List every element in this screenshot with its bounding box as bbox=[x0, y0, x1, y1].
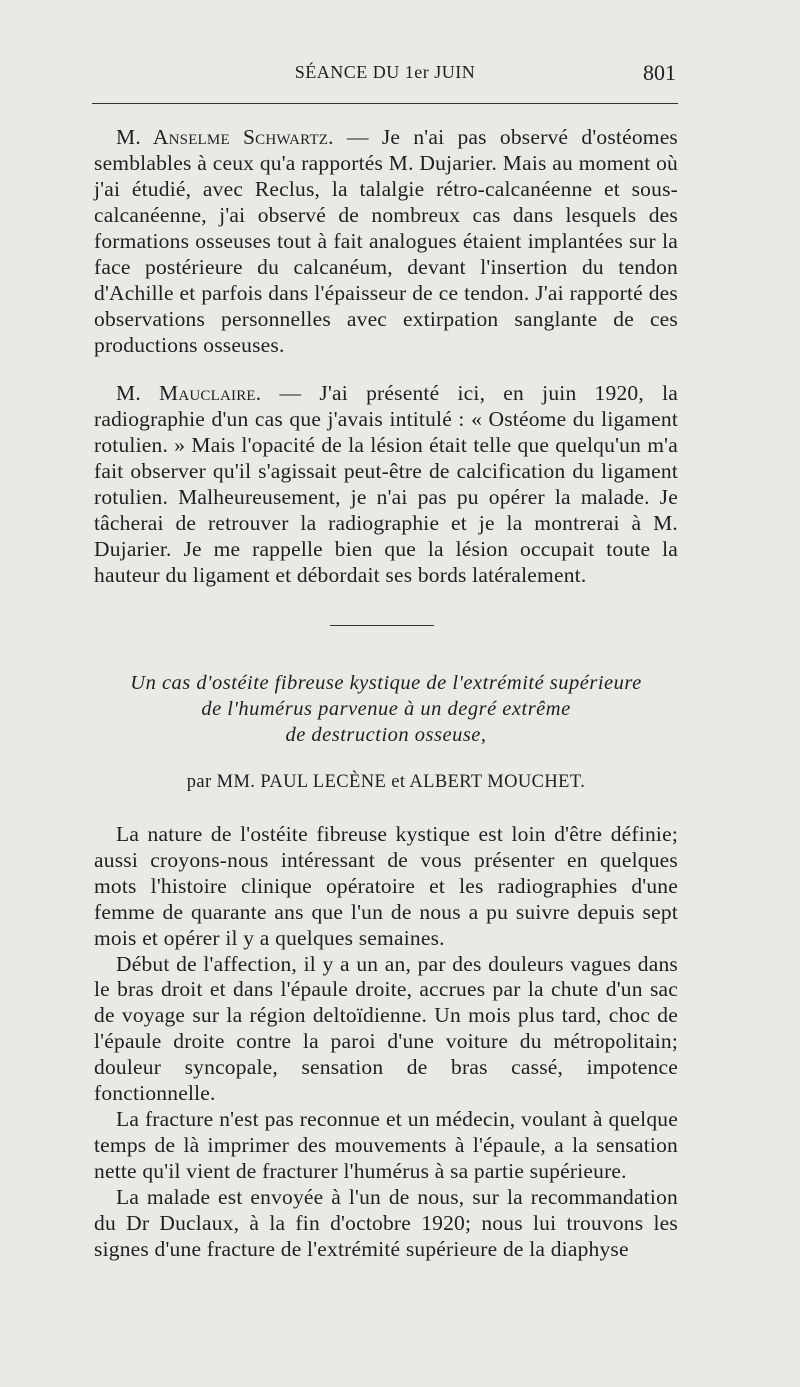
paragraph: La nature de l'ostéite fibreuse kystique est loin d'être définie; aussi croyons-nous intéressant de vous présenter en quelques mots l'histoire clinique opératoire et les radiographies d'une femme de quarante ans que l'un de nous a pu suivre depuis sept mois et opérer il y a quelques semaines. bbox=[94, 822, 678, 950]
title-line: de l'humérus parvenue à un degré extrême bbox=[201, 698, 571, 720]
page-number: 801 bbox=[643, 60, 676, 85]
discussion-paragraph-mauclaire bbox=[94, 380, 678, 588]
paragraph: La malade est envoyée à l'un de nous, sur la recommandation du Dr Duclaux, à la fin d'octobre 1920; nous lui trouvons les signes d'une fracture de l'extrémité supérieure de la diaphyse bbox=[94, 1184, 678, 1261]
paragraph-text: — J'ai présenté ici, en juin 1920, la radiographie d'un cas que j'avais intitulé : « Ostéome du ligament rotulien. » Mais l'opacité de la lésion était telle que quelqu'un m'a fait observer qu'il s'agissait peut-être de calcification du ligament rotulien. Malheureusement, je n'ai pas pu opérer la malade. Je tâcherai de retrouver la radiographie et je la montrerai à M. Dujarier. Je me rappelle bien que la lésion occupait toute la hauteur du ligament et débordait ses bords latéralement. bbox=[94, 381, 678, 587]
paragraph: La fracture n'est pas reconnue et un médecin, voulant à quelque temps de là imprimer des mouvements à l'épaule, a la sensation nette qu'il vient de fracturer l'humérus à sa partie supérieure. bbox=[94, 1106, 678, 1183]
running-title: SÉANCE DU 1er JUIN bbox=[294, 62, 476, 82]
title-line: de destruction osseuse, bbox=[285, 724, 487, 746]
article-title bbox=[94, 670, 678, 748]
title-line: Un cas d'ostéite fibreuse kystique de l'extrémité supérieure bbox=[130, 672, 642, 694]
speaker-name: M. Anselme Schwartz. bbox=[116, 125, 334, 149]
header-rule bbox=[92, 103, 678, 104]
article-body bbox=[94, 822, 678, 1262]
paragraph: Début de l'affection, il y a un an, par des douleurs vagues dans le bras droit et dans l'épaule droite, accrues par la chute d'un sac de voyage sur la région deltoïdienne. Un mois plus tard, choc de l'épaule droite contre la paroi d'une voiture du métropolitain; douleur syncopale, sensation de bras cassé, impotence fonctionnelle. bbox=[94, 951, 678, 1106]
running-head bbox=[92, 62, 678, 90]
paragraph-text: — Je n'ai pas observé d'ostéomes semblables à ceux qu'a rapportés M. Dujarier. Mais au moment où j'ai étudié, avec Reclus, la talalgie rétro-calcanéenne et sous-calcanéenne, j'ai observé de nombreux cas dans lesquels des formations osseuses tout à fait analogues étaient implantées sur la face postérieure du calcanéum, devant l'insertion du tendon d'Achille et parfois dans l'épaisseur de ce tendon. J'ai rapporté des observations personnelles avec extirpation sanglante de ces productions osseuses. bbox=[94, 125, 679, 357]
paragraph bbox=[94, 380, 678, 588]
discussion-paragraph-schwartz bbox=[94, 124, 678, 358]
paragraph bbox=[94, 124, 678, 358]
section-separator bbox=[330, 625, 434, 626]
article-authors: par MM. PAUL LECÈNE et ALBERT MOUCHET. bbox=[186, 772, 586, 792]
speaker-name: M. Mauclaire. bbox=[116, 381, 262, 405]
